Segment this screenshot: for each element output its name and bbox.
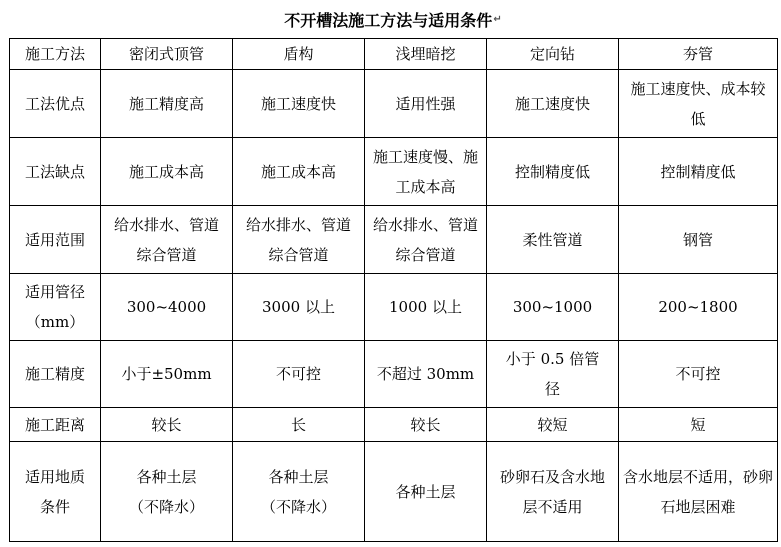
table-cell: 小于 0.5 倍管径 [487, 341, 619, 408]
table-row [10, 341, 778, 408]
table-cell: 施工成本高 [233, 138, 365, 206]
table-cell: 施工精度高 [101, 70, 233, 138]
table-cell: 控制精度低 [487, 138, 619, 206]
row-label: 适用地质条件 [10, 442, 101, 542]
header-cell: 夯管 [619, 39, 778, 70]
table-cell: 柔性管道 [487, 206, 619, 274]
table-title-text: 不开槽法施工方法与适用条件 [284, 10, 493, 30]
table-cell: 200~1800 [619, 274, 778, 341]
table-cell: 各种土层（不降水） [233, 442, 365, 542]
table-row [10, 206, 778, 274]
table-cell: 300~1000 [487, 274, 619, 341]
table-header-row [10, 39, 778, 70]
table-cell: 施工速度慢、施工成本高 [365, 138, 487, 206]
table-row [10, 70, 778, 138]
row-label: 施工精度 [10, 341, 101, 408]
row-label: 工法缺点 [10, 138, 101, 206]
table-cell: 施工速度快 [233, 70, 365, 138]
header-cell: 定向钻 [487, 39, 619, 70]
table-cell: 钢管 [619, 206, 778, 274]
table-cell: 施工成本高 [101, 138, 233, 206]
header-cell: 密闭式顶管 [101, 39, 233, 70]
paragraph-mark-icon: ↵ [493, 13, 502, 25]
table-cell: 小于±50mm [101, 341, 233, 408]
row-label: 适用范围 [10, 206, 101, 274]
table-row [10, 408, 778, 442]
table-cell: 较短 [487, 408, 619, 442]
method-comparison-table [9, 38, 778, 542]
table-title [9, 0, 777, 38]
header-cell: 施工方法 [10, 39, 101, 70]
table-cell: 较长 [365, 408, 487, 442]
table-cell: 给水排水、管道综合管道 [101, 206, 233, 274]
table-cell: 给水排水、管道综合管道 [365, 206, 487, 274]
table-cell: 施工速度快、成本较低 [619, 70, 778, 138]
table-cell: 1000 以上 [365, 274, 487, 341]
table-cell: 各种土层 [365, 442, 487, 542]
header-cell: 盾构 [233, 39, 365, 70]
table-cell: 施工速度快 [487, 70, 619, 138]
table-cell: 3000 以上 [233, 274, 365, 341]
table-cell: 较长 [101, 408, 233, 442]
table-cell: 给水排水、管道综合管道 [233, 206, 365, 274]
table-cell: 不可控 [619, 341, 778, 408]
table-cell: 各种土层（不降水） [101, 442, 233, 542]
table-row [10, 138, 778, 206]
table-cell: 300~4000 [101, 274, 233, 341]
header-cell: 浅埋暗挖 [365, 39, 487, 70]
table-row [10, 274, 778, 341]
table-cell: 不可控 [233, 341, 365, 408]
table-cell: 砂卵石及含水地层不适用 [487, 442, 619, 542]
row-label: 适用管径（mm） [10, 274, 101, 341]
table-cell: 短 [619, 408, 778, 442]
table-cell: 不超过 30mm [365, 341, 487, 408]
table-row [10, 442, 778, 542]
row-label: 施工距离 [10, 408, 101, 442]
table-cell: 含水地层不适用，砂卵石地层困难 [619, 442, 778, 542]
table-cell: 长 [233, 408, 365, 442]
table-cell: 控制精度低 [619, 138, 778, 206]
row-label: 工法优点 [10, 70, 101, 138]
table-cell: 适用性强 [365, 70, 487, 138]
